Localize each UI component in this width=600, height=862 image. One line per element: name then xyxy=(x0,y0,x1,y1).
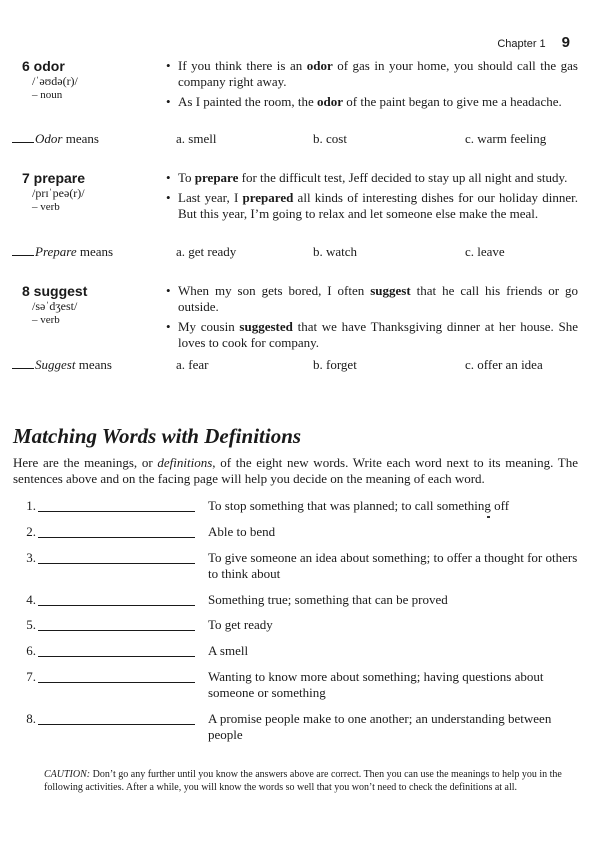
answer-blank[interactable] xyxy=(12,255,34,256)
answer-line[interactable] xyxy=(38,605,195,606)
bullet-icon: • xyxy=(166,58,171,73)
bullet-icon: • xyxy=(166,319,171,334)
choice-b: b. cost xyxy=(313,131,347,146)
answer-line[interactable] xyxy=(38,537,195,538)
page-header xyxy=(497,34,570,51)
pronunciation: /prɪˈpeə(r)/ xyxy=(32,186,85,200)
choice-a: a. smell xyxy=(176,131,217,146)
answer-line[interactable] xyxy=(38,682,195,683)
definition: A smell xyxy=(208,643,249,658)
part-of-speech: – verb xyxy=(32,314,60,326)
example-sentence: • If you think there is an odor of gas in your home, you should call the gas company right away. xyxy=(166,58,578,89)
answer-line[interactable] xyxy=(38,563,195,564)
word-block xyxy=(22,58,162,102)
definition: To get ready xyxy=(208,617,273,632)
section-title: Matching Words with Definitions xyxy=(13,424,302,448)
example-sentence: • When my son gets bored, I often suggest that he call his friends or go outside. xyxy=(166,283,578,314)
example-sentence: • My cousin suggested that we have Thanksgiving dinner at her house. She loves to cook for company. xyxy=(166,319,578,350)
bullet-icon: • xyxy=(166,190,171,205)
example-sentence: • To prepare for the difficult test, Jeff decided to stay up all night and study. xyxy=(166,170,568,185)
caution-note: CAUTION: Don’t go any further until you know the answers above are correct. Then you can use the meanings to help you in the following activities. After a while, you will know the words so well that you won’t need to check the definitions at all. xyxy=(44,769,562,793)
definition: A promise people make to one another; an understanding between people xyxy=(208,711,552,742)
pronunciation: /ˈəʊdə(r)/ xyxy=(32,74,78,88)
choice-b: b. forget xyxy=(313,357,357,372)
item-number: 7. xyxy=(26,669,36,684)
definition: Able to bend xyxy=(208,524,276,539)
answer-line[interactable] xyxy=(38,511,195,512)
word-block xyxy=(22,283,162,327)
page-number: 9 xyxy=(561,34,570,51)
item-number: 5. xyxy=(26,617,36,632)
section-intro: Here are the meanings, or definitions, of the eight new words. Write each word next to its meaning. The sentences above and on the facing page will help you decide on the meaning of each word. xyxy=(13,455,578,486)
answer-blank[interactable] xyxy=(12,142,34,143)
part-of-speech: – verb xyxy=(32,201,60,213)
means-prompt: Odor means xyxy=(12,131,99,147)
vocab-word: 8 suggest xyxy=(22,283,88,299)
answer-line[interactable] xyxy=(38,724,195,725)
choice-b: b. watch xyxy=(313,244,358,259)
answer-blank[interactable] xyxy=(12,368,34,369)
example-sentences xyxy=(166,170,578,226)
choice-a: a. fear xyxy=(176,357,209,372)
example-sentences xyxy=(166,283,578,355)
item-number: 2. xyxy=(26,524,36,539)
means-prompt: Prepare means xyxy=(12,244,113,260)
bullet-icon: • xyxy=(166,94,171,109)
stray-mark xyxy=(487,516,490,518)
bullet-icon: • xyxy=(166,170,171,185)
definition: To stop something that was planned; to call something off xyxy=(208,498,510,513)
pronunciation: /səˈdʒest/ xyxy=(32,299,78,313)
item-number: 3. xyxy=(26,550,36,565)
example-sentence: • Last year, I prepared all kinds of interesting dishes for our holiday dinner. But this year, I’m going to relax and let someone else make the meal. xyxy=(166,190,579,221)
definition: To give someone an idea about something; to offer a thought for others to think about xyxy=(208,550,578,581)
choice-c: c. warm feeling xyxy=(465,131,547,146)
answer-line[interactable] xyxy=(38,656,195,657)
vocab-word: 6 odor xyxy=(22,58,65,74)
choice-c: c. leave xyxy=(465,244,505,259)
item-number: 6. xyxy=(26,643,36,658)
choice-c: c. offer an idea xyxy=(465,357,543,372)
means-prompt: Suggest means xyxy=(12,357,112,373)
chapter-label: Chapter 1 xyxy=(497,38,546,50)
part-of-speech: – noun xyxy=(32,89,63,101)
item-number: 1. xyxy=(26,498,36,513)
example-sentence: • As I painted the room, the odor of the paint began to give me a headache. xyxy=(166,94,562,109)
example-sentences xyxy=(166,58,578,114)
item-number: 4. xyxy=(26,592,36,607)
definition: Something true; something that can be proved xyxy=(208,592,448,607)
item-number: 8. xyxy=(26,711,36,726)
bullet-icon: • xyxy=(166,283,171,298)
word-block xyxy=(22,170,162,214)
choice-a: a. get ready xyxy=(176,244,237,259)
answer-line[interactable] xyxy=(38,630,195,631)
definition: Wanting to know more about something; having questions about someone or something xyxy=(208,669,544,700)
vocab-word: 7 prepare xyxy=(22,170,86,186)
